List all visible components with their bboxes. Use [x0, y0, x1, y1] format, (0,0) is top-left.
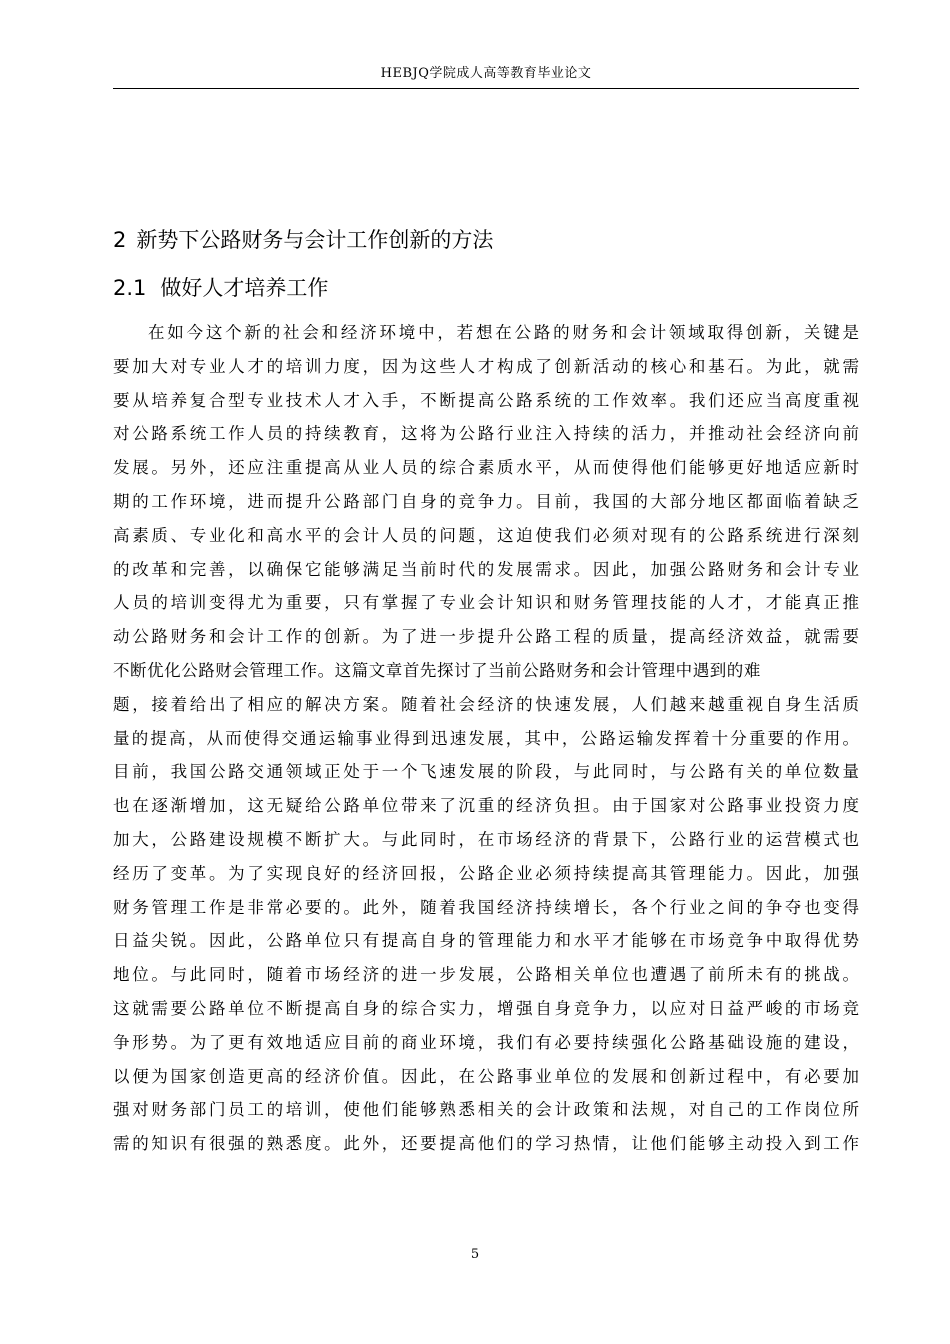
running-header	[113, 64, 859, 89]
paragraph-line: 的改革和完善，以确保它能够满足当前时代的发展需求。因此，加强公路财务和会计专业	[113, 559, 859, 579]
section-heading	[113, 273, 859, 303]
chapter-heading	[113, 225, 859, 255]
paragraph-line: 对公路系统工作人员的持续教育，这将为公路行业注入持续的活力，并推动社会经济向前	[113, 424, 859, 444]
paragraph-line: 地位。与此同时，随着市场经济的进一步发展，公路相关单位也遭遇了前所未有的挑战。	[113, 965, 859, 985]
paragraph-line: 争形势。为了更有效地适应目前的商业环境，我们有必要持续强化公路基础设施的建设，	[113, 1032, 859, 1052]
paragraph-line: 发展。另外，还应注重提高从业人员的综合素质水平，从而使得他们能够更好地适应新时	[113, 458, 859, 478]
body-paragraph	[113, 316, 859, 1161]
paragraph-line: 题，接着给出了相应的解决方案。随着社会经济的快速发展，人们越来越重视自身生活质	[113, 694, 859, 714]
chapter-title: 新势下公路财务与会计工作创新的方法	[136, 228, 494, 252]
paragraph-line: 期的工作环境，进而提升公路部门自身的竞争力。目前，我国的大部分地区都面临着缺乏	[113, 491, 859, 511]
running-header-title: HEBJQ学院成人高等教育毕业论文	[380, 66, 592, 81]
section-number: 2.1	[113, 276, 147, 300]
paragraph-line: 强对财务部门员工的培训，使他们能够熟悉相关的会计政策和法规，对自己的工作岗位所	[113, 1100, 859, 1120]
paragraph-line: 日益尖锐。因此，公路单位只有提高自身的管理能力和水平才能够在市场竞争中取得优势	[113, 931, 859, 951]
paragraph-line: 需的知识有很强的熟悉度。此外，还要提高他们的学习热情，让他们能够主动投入到工作	[113, 1134, 859, 1154]
paragraph-line: 财务管理工作是非常必要的。此外，随着我国经济持续增长，各个行业之间的争夺也变得	[113, 897, 859, 917]
chapter-number: 2	[113, 228, 127, 252]
paragraph-line: 不断优化公路财会管理工作。这篇文章首先探讨了当前公路财务和会计管理中遇到的难	[113, 660, 761, 680]
paragraph-line: 人员的培训变得尤为重要，只有掌握了专业会计知识和财务管理技能的人才，才能真正推	[113, 593, 859, 613]
paragraph-line: 以便为国家创造更高的经济价值。因此，在公路事业单位的发展和创新过程中，有必要加	[113, 1066, 859, 1086]
paragraph-line: 要加大对专业人才的培训力度，因为这些人才构成了创新活动的核心和基石。为此，就需	[113, 356, 859, 376]
paragraph-line: 也在逐渐增加，这无疑给公路单位带来了沉重的经济负担。由于国家对公路事业投资力度	[113, 796, 859, 816]
section-title: 做好人才培养工作	[160, 276, 329, 300]
paragraph-line: 动公路财务和会计工作的创新。为了进一步提升公路工程的质量，提高经济效益，就需要	[113, 627, 859, 647]
paragraph-line: 在如今这个新的社会和经济环境中，若想在公路的财务和会计领域取得创新，关键是	[148, 323, 859, 342]
paragraph-line: 要从培养复合型专业技术人才入手，不断提高公路系统的工作效率。我们还应当高度重视	[113, 390, 859, 410]
page-number: 5	[470, 1247, 480, 1262]
paragraph-line: 高素质、专业化和高水平的会计人员的问题，这迫使我们必须对现有的公路系统进行深刻	[113, 525, 859, 545]
paragraph-line: 目前，我国公路交通领域正处于一个飞速发展的阶段，与此同时，与公路有关的单位数量	[113, 762, 859, 782]
paragraph-line: 经历了变革。为了实现良好的经济回报，公路企业必须持续提高其管理能力。因此，加强	[113, 863, 859, 883]
paragraph-line: 加大，公路建设规模不断扩大。与此同时，在市场经济的背景下，公路行业的运营模式也	[113, 829, 859, 849]
paragraph-line: 量的提高，从而使得交通运输事业得到迅速发展，其中，公路运输发挥着十分重要的作用。	[113, 728, 859, 748]
paragraph-line: 这就需要公路单位不断提高自身的综合实力，增强自身竞争力，以应对日益严峻的市场竞	[113, 998, 859, 1018]
